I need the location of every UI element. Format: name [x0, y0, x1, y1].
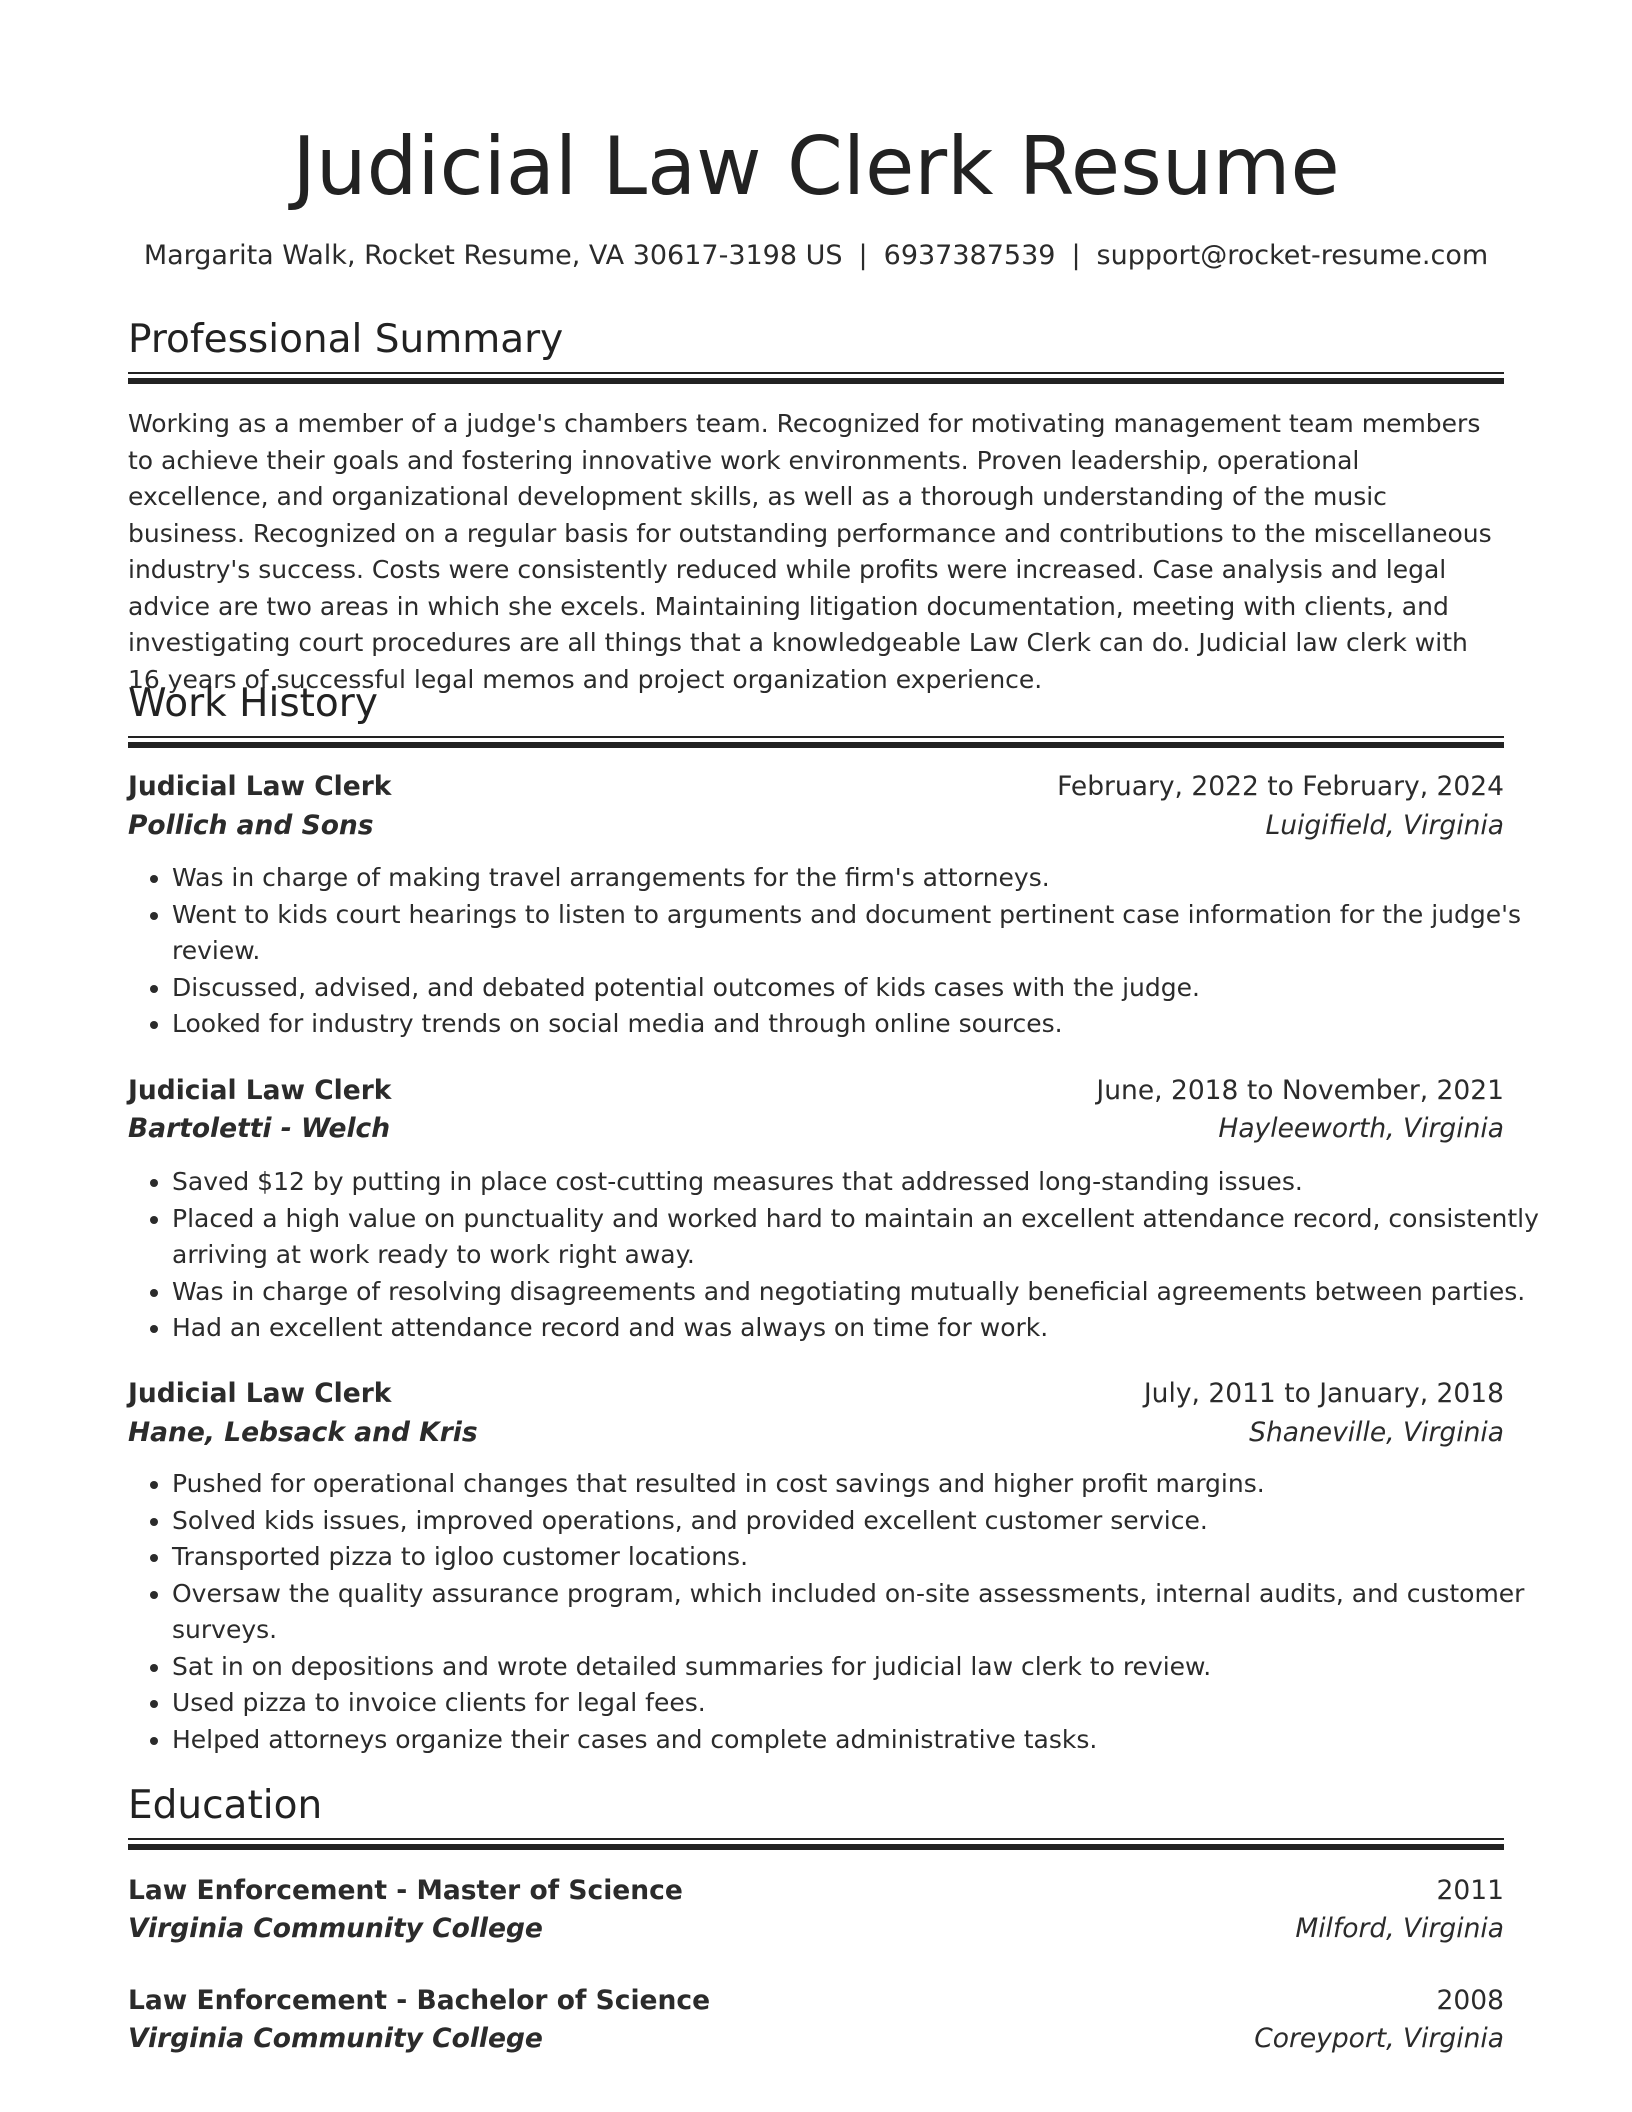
education-year: 2011 [1436, 1874, 1504, 1906]
section-divider-thick [128, 742, 1504, 748]
job-location: Shaneville, Virginia [1249, 1416, 1504, 1448]
job-header-row [128, 1070, 1504, 1110]
job-title: Judicial Law Clerk [128, 1074, 392, 1106]
contact-separator: | [858, 240, 868, 271]
job-dates: June, 2018 to November, 2021 [1096, 1074, 1504, 1106]
education-location: Coreyport, Virginia [1254, 2022, 1504, 2054]
education-header-row [128, 1980, 1504, 2020]
list-item: • Placed a high value on punctuality and worked hard to maintain an excellent attendance record, consistently arriving at work ready to work right away. [172, 1201, 1552, 1274]
section-divider-thin [128, 1838, 1504, 1840]
job-title: Judicial Law Clerk [128, 770, 392, 802]
education-school: Virginia Community College [128, 2022, 543, 2054]
education-school-row [128, 1908, 1504, 1948]
job-bullets [128, 1164, 1552, 1347]
contact-phone: 6937387539 [883, 240, 1056, 271]
education-degree: Law Enforcement - Bachelor of Science [128, 1984, 711, 2016]
job-title: Judicial Law Clerk [128, 1377, 392, 1409]
job-employer: Pollich and Sons [128, 809, 374, 841]
list-item: • Transported pizza to igloo customer locations. [172, 1539, 1552, 1576]
section-divider-thin [128, 372, 1504, 374]
section-divider-thick [128, 378, 1504, 384]
education-heading: Education [128, 1783, 323, 1828]
contact-separator: | [1071, 240, 1081, 271]
resume-title: Judicial Law Clerk Resume [292, 120, 1340, 213]
section-divider-thin [128, 736, 1504, 738]
job-dates: July, 2011 to January, 2018 [1143, 1377, 1504, 1409]
job-bullets [128, 860, 1552, 1043]
section-divider-thick [128, 1844, 1504, 1850]
job-employer-row [128, 805, 1504, 845]
job-employer-row [128, 1412, 1504, 1452]
job-location: Luigifield, Virginia [1265, 809, 1504, 841]
list-item: • Was in charge of resolving disagreements and negotiating mutually beneficial agreements between parties. [172, 1274, 1552, 1311]
education-school: Virginia Community College [128, 1912, 543, 1944]
job-header-row [128, 1373, 1504, 1413]
contact-address: Margarita Walk, Rocket Resume, VA 30617-3198 US [143, 240, 843, 271]
education-school-row [128, 2018, 1504, 2058]
list-item: • Was in charge of making travel arrangements for the firm's attorneys. [172, 860, 1552, 897]
list-item: • Went to kids court hearings to listen to arguments and document pertinent case information for the judge's review. [172, 897, 1552, 970]
list-item: • Solved kids issues, improved operations, and provided excellent customer service. [172, 1503, 1552, 1540]
contact-line [0, 236, 1632, 276]
list-item: • Helped attorneys organize their cases and complete administrative tasks. [172, 1722, 1552, 1759]
list-item: • Pushed for operational changes that resulted in cost savings and higher profit margins. [172, 1466, 1552, 1503]
work-history-heading: Work History [128, 681, 378, 726]
list-item: • Saved $12 by putting in place cost-cutting measures that addressed long-standing issues. [172, 1164, 1552, 1201]
job-location: Hayleeworth, Virginia [1218, 1112, 1504, 1144]
education-header-row [128, 1870, 1504, 1910]
list-item: • Sat in on depositions and wrote detailed summaries for judicial law clerk to review. [172, 1649, 1552, 1686]
education-year: 2008 [1436, 1984, 1504, 2016]
summary-text: Working as a member of a judge's chambers team. Recognized for motivating management team members to achieve their goals and fostering innovative work environments. Proven leadership, operational excellence, and organizational development skills, as well as a thorough understanding of the music business. Recognized on a regular basis for outstanding performance and contributions to the miscellaneous industry's success. Costs were consistently reduced while profits were increased. Case analysis and legal advice are two areas in which she excels. Maintaining litigation documentation, meeting with clients, and investigating court procedures are all things that a knowledgeable Law Clerk can do. Judicial law clerk with 16 years of successful legal memos and project organization experience. [128, 409, 1492, 694]
list-item: • Used pizza to invoice clients for legal fees. [172, 1685, 1552, 1722]
job-employer: Bartoletti - Welch [128, 1112, 391, 1144]
job-bullets [128, 1466, 1552, 1758]
list-item: • Had an excellent attendance record and was always on time for work. [172, 1310, 1552, 1347]
education-location: Milford, Virginia [1295, 1912, 1504, 1944]
contact-email: support@rocket-resume.com [1096, 240, 1489, 271]
summary-heading: Professional Summary [128, 317, 564, 362]
job-employer: Hane, Lebsack and Kris [128, 1416, 478, 1448]
job-dates: February, 2022 to February, 2024 [1057, 770, 1504, 802]
job-header-row [128, 766, 1504, 806]
list-item: • Looked for industry trends on social media and through online sources. [172, 1006, 1552, 1043]
list-item: • Oversaw the quality assurance program, which included on-site assessments, internal audits, and customer surveys. [172, 1576, 1552, 1649]
education-degree: Law Enforcement - Master of Science [128, 1874, 683, 1906]
list-item: • Discussed, advised, and debated potential outcomes of kids cases with the judge. [172, 970, 1552, 1007]
job-employer-row [128, 1108, 1504, 1148]
